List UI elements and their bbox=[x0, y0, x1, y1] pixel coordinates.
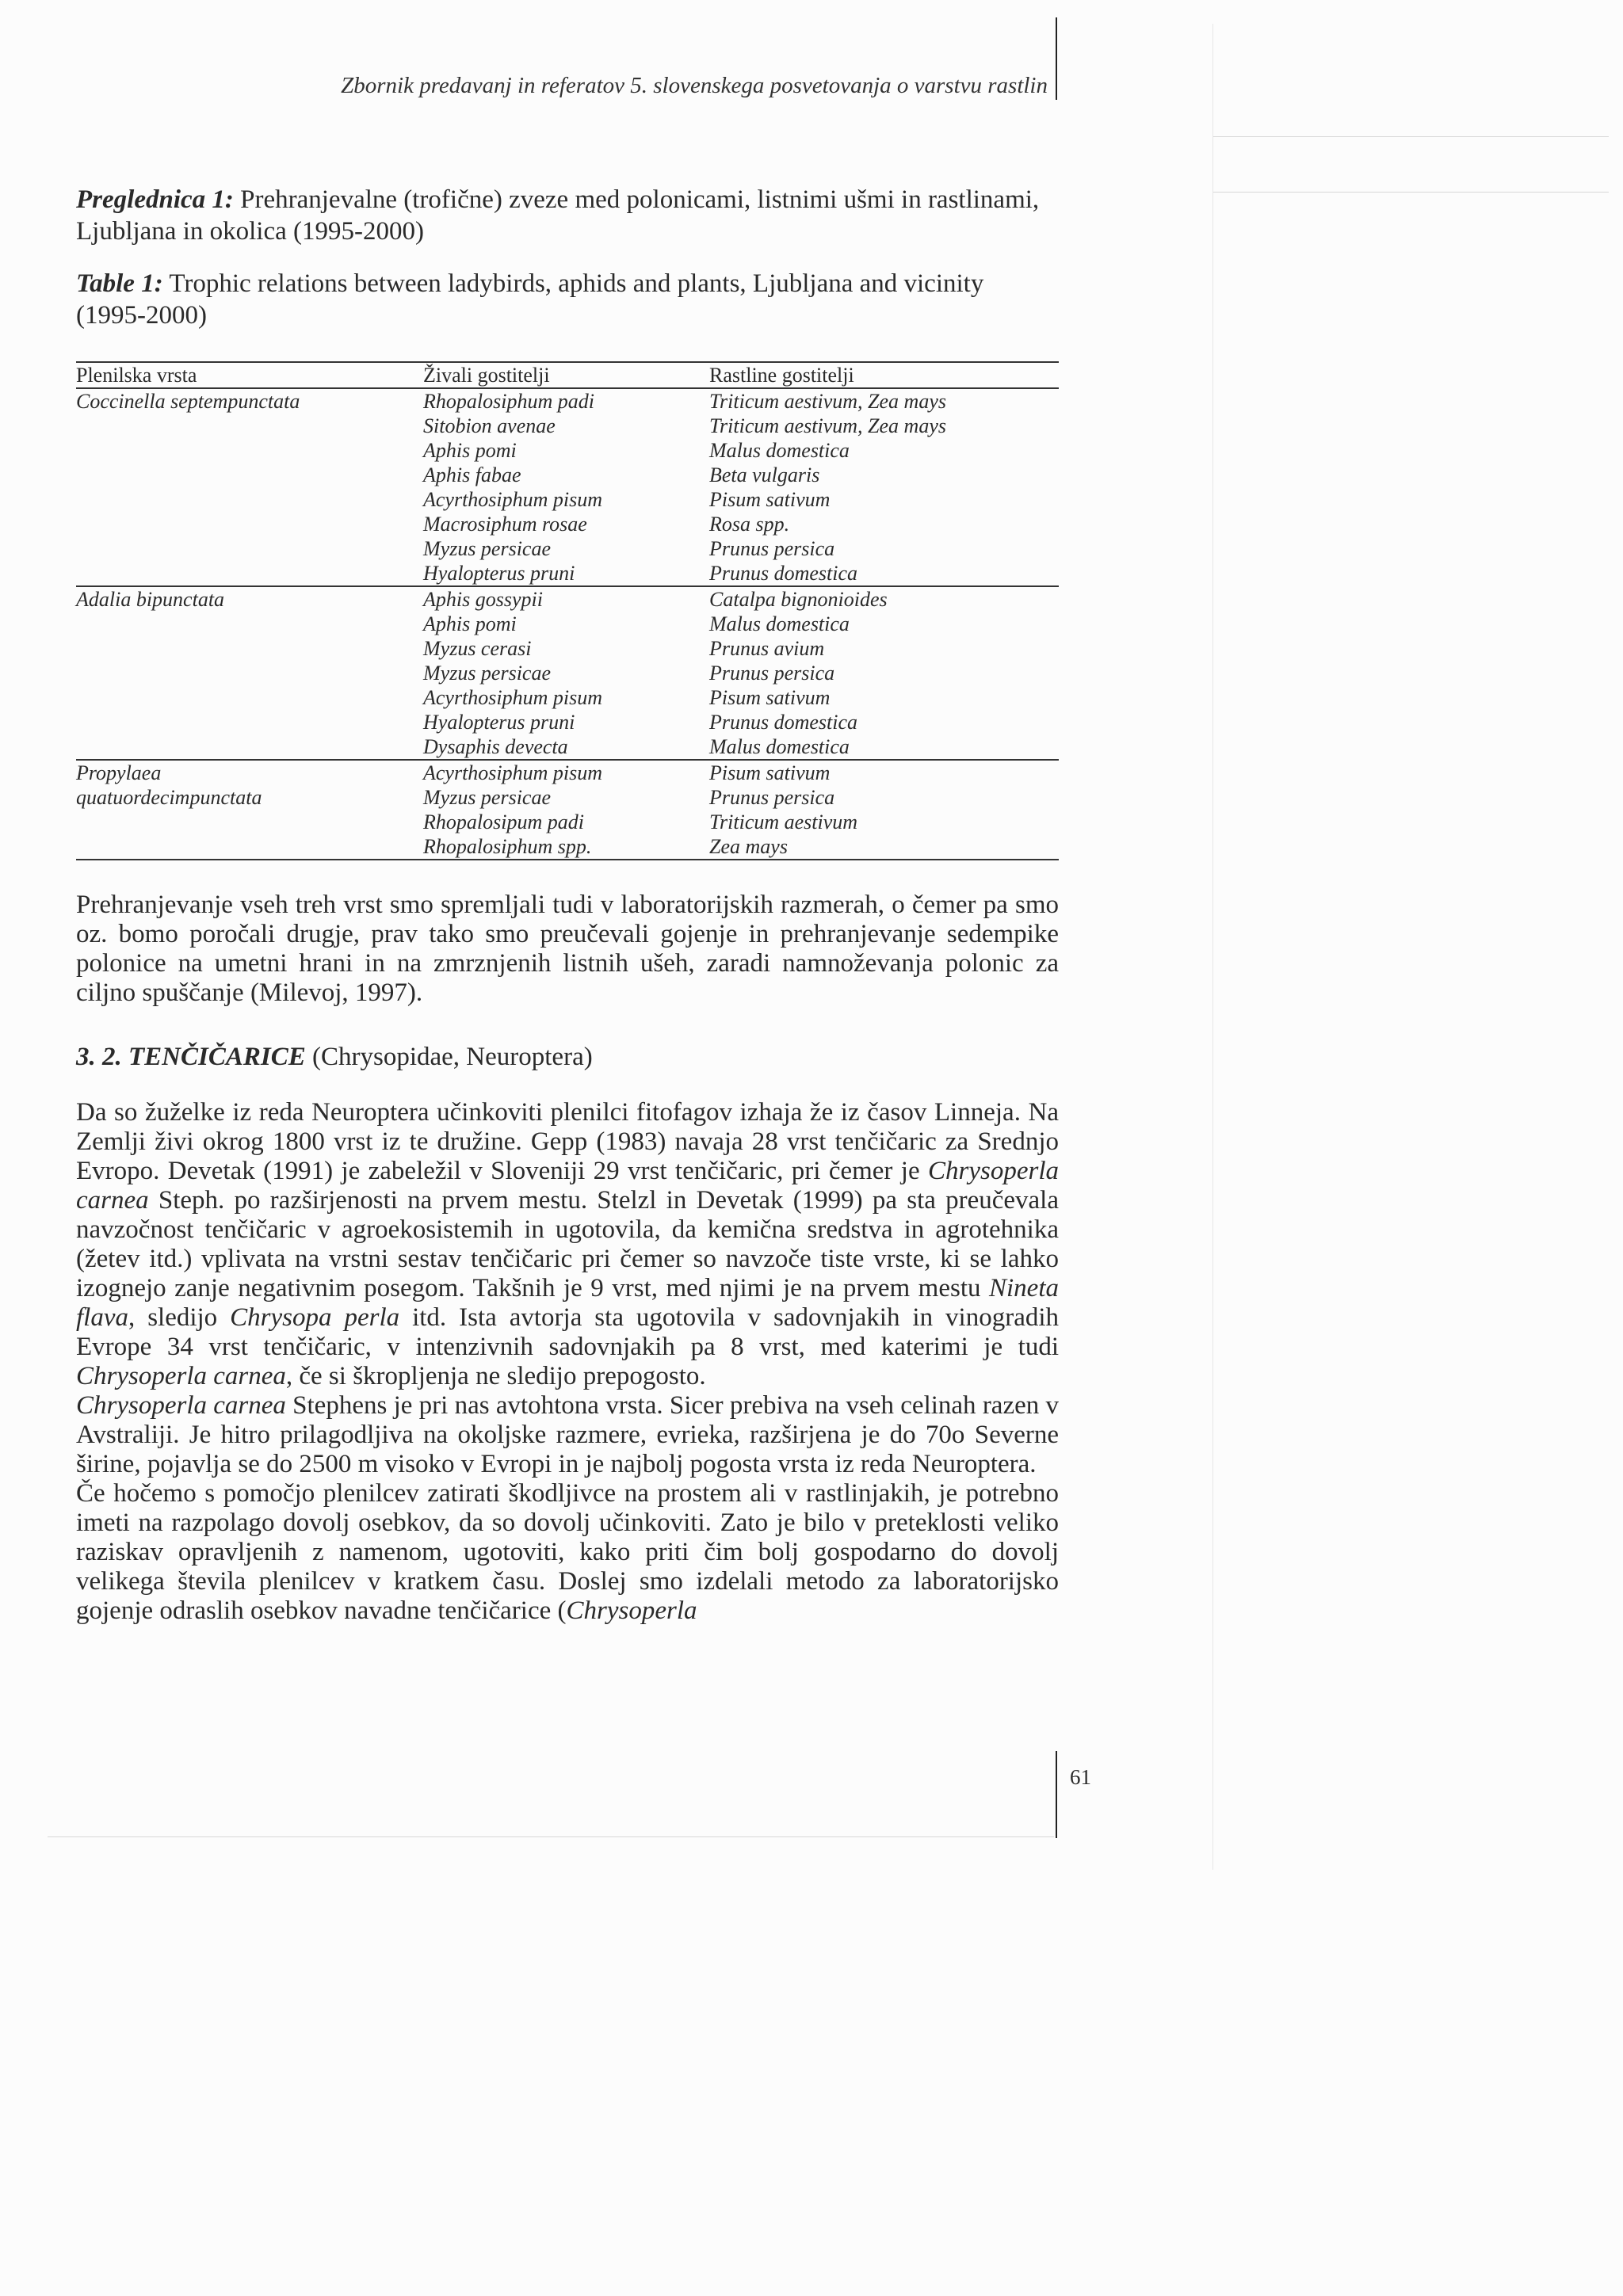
predator-cell: Adalia bipunctata bbox=[76, 586, 423, 612]
plant-cell: Malus domestica bbox=[709, 735, 850, 758]
text-run: Steph. po razširjenosti na prvem mestu. Stelzl in Devetak (1999) pa sta preučevala navzočnost tenčičaric v agroekosistemih in ugotovila, da kemična sredstva in agrotehnika (žetev itd.) vplivata na vrstni sestav tenčičaric pri čemer so navzoče tiste vrste, ki se lahko izognejo zanje negativnim posegom. Takšnih je 9 vrst, med njimi je na prvem mestu bbox=[76, 1186, 1059, 1302]
aphid-cell: Rhopalosipum padi bbox=[423, 810, 584, 833]
plant-cell: Prunus persica bbox=[709, 786, 835, 809]
table-row bbox=[76, 785, 1059, 810]
aphid-cell: Aphis pomi bbox=[423, 612, 517, 635]
aphid-cell: Acyrthosiphum pisum bbox=[423, 686, 603, 709]
aphid-cell: Myzus persicae bbox=[423, 537, 552, 560]
page-number: 61 bbox=[1070, 1765, 1091, 1789]
predator-cell-continued: quatuordecimpunctata bbox=[76, 786, 262, 809]
header-rule bbox=[1056, 17, 1057, 100]
plant-cell: Malus domestica bbox=[709, 612, 850, 635]
aphid-cell: Acyrthosiphum pisum bbox=[423, 760, 709, 785]
plant-cell: Pisum sativum bbox=[709, 488, 831, 511]
plant-cell: Beta vulgaris bbox=[709, 463, 820, 486]
species-name: Chrysoperla carnea bbox=[76, 1391, 286, 1420]
text-run: Stephens je pri nas avtohtona vrsta. Sicer prebiva na vseh celinah razen v Avstraliji. Je hitro prilagodljiva na okoljske razmere, evrieka, razširjena je do 70o Severne širine, pojavlja se do 2500 m visoko v Evropi in je najbolj pogosta vrsta iz reda Neuroptera. bbox=[76, 1391, 1060, 1478]
scan-artifact-line bbox=[48, 1836, 1054, 1837]
caption-text: Prehranjevalne (trofične) zveze med polonicami, listnimi ušmi in rastlinami, Ljubljana in okolica (1995-2000) bbox=[76, 185, 1040, 246]
aphid-cell: Hyalopterus pruni bbox=[423, 562, 575, 585]
table-row bbox=[76, 487, 1059, 512]
table-row bbox=[76, 710, 1059, 734]
table-row bbox=[76, 612, 1059, 636]
section-heading bbox=[76, 1043, 593, 1072]
text-run: , če si škropljenja ne sledijo prepogosto. bbox=[285, 1362, 706, 1390]
table-row bbox=[76, 661, 1059, 685]
aphid-cell: Aphis gossypii bbox=[423, 586, 709, 612]
text-run: Če hočemo s pomočjo plenilcev zatirati škodljivce na prostem ali v rastlinjakih, je potrebno imeti na razpolago dovolj osebkov, da so dovolj učinkoviti. Zato je bilo v preteklosti veliko raziskav opravljenih z namenom, ugotoviti, kako priti čim bolj gospodarno do dovolj velikega števila plenilcev v kratkem času. Doslej smo izdelali metodo za laboratorijsko gojenje odraslih osebkov navadne tenčičarice ( bbox=[76, 1479, 1059, 1625]
plant-cell: Prunus persica bbox=[709, 662, 835, 685]
aphid-cell: Myzus cerasi bbox=[423, 637, 532, 660]
table-row bbox=[76, 512, 1059, 536]
predator-cell: Coccinella septempunctata bbox=[76, 388, 423, 414]
text-run: Da so žuželke iz reda Neuroptera učinkoviti plenilci fitofagov izhaja že iz časov Linneja. Na Zemlji živi okrog 1800 vrst iz te družine. Gepp (1983) navaja 28 vrst tenčičaric za Srednjo Evropo. Devetak (1991) je zabeležil v Sloveniji 29 vrst tenčičaric, pri čemer je bbox=[76, 1098, 1059, 1185]
table-row bbox=[76, 536, 1059, 561]
plant-cell: Triticum aestivum, Zea mays bbox=[709, 414, 946, 437]
species-name: Chrysoperla carnea bbox=[76, 1362, 286, 1390]
section-family: (Chrysopidae, Neuroptera) bbox=[305, 1043, 593, 1071]
scan-artifact-line bbox=[1212, 136, 1609, 137]
species-name: Chrysoperla carnea bbox=[76, 1157, 1059, 1215]
paragraph: Prehranjevanje vseh treh vrst smo spremljali tudi v laboratorijskih razmerah, o čemer pa smo oz. bomo poročali drugje, prav tako smo preučevali gojenje in prehranjevanje sedempike polonice na umetni hrani in na zmrznjenih listnih ušeh, zaradi namnoževanja polonic za ciljno spuščanje (Milevoj, 1997). bbox=[76, 891, 1059, 1007]
table-row bbox=[76, 760, 1059, 785]
caption-text: Trophic relations between ladybirds, aphids and plants, Ljubljana and vicinity (1995-2000) bbox=[76, 269, 984, 330]
caption-label: Table 1: bbox=[76, 269, 163, 298]
aphid-cell: Myzus persicae bbox=[423, 662, 552, 685]
paragraph bbox=[76, 1479, 1059, 1626]
aphid-cell: Dysaphis devecta bbox=[423, 735, 568, 758]
scan-artifact-edge bbox=[1212, 24, 1213, 1870]
plant-cell: Zea mays bbox=[709, 834, 1059, 860]
aphid-cell: Acyrthosiphum pisum bbox=[423, 488, 603, 511]
predator-cell: Propylaea bbox=[76, 760, 423, 785]
plant-cell: Prunus domestica bbox=[709, 562, 858, 585]
plant-cell: Prunus domestica bbox=[709, 711, 858, 734]
plant-cell: Rosa spp. bbox=[709, 513, 790, 536]
aphid-cell: Macrosiphum rosae bbox=[423, 513, 587, 536]
column-header: Živali gostitelji bbox=[423, 362, 709, 388]
table-row bbox=[76, 438, 1059, 463]
caption-slovene bbox=[76, 184, 1059, 247]
caption-english bbox=[76, 268, 1059, 331]
plant-cell: Triticum aestivum, Zea mays bbox=[709, 388, 1059, 414]
footer-rule bbox=[1056, 1751, 1057, 1838]
table-row bbox=[76, 834, 1059, 860]
section-number-title: 3. 2. TENČIČARICE bbox=[76, 1043, 306, 1071]
table-row bbox=[76, 414, 1059, 438]
scan-artifact-line bbox=[1212, 192, 1609, 193]
species-name: Nineta flava bbox=[76, 1274, 1059, 1332]
table-header-row bbox=[76, 362, 1059, 388]
aphid-cell: Sitobion avenae bbox=[423, 414, 556, 437]
plant-cell: Catalpa bignonioides bbox=[709, 586, 1059, 612]
column-header: Plenilska vrsta bbox=[76, 362, 423, 388]
plant-cell: Triticum aestivum bbox=[709, 810, 858, 833]
aphid-cell: Aphis pomi bbox=[423, 439, 517, 462]
plant-cell: Prunus persica bbox=[709, 537, 835, 560]
column-header: Rastline gostitelji bbox=[709, 362, 1059, 388]
table-row bbox=[76, 561, 1059, 586]
aphid-cell: Myzus persicae bbox=[423, 786, 552, 809]
aphid-cell: Hyalopterus pruni bbox=[423, 711, 575, 734]
species-name: Chrysoperla bbox=[566, 1596, 697, 1625]
running-header: Zbornik predavanj in referatov 5. slovenskega posvetovanja o varstvu rastlin bbox=[341, 73, 1048, 98]
table-row bbox=[76, 734, 1059, 760]
paragraph bbox=[76, 1098, 1059, 1391]
plant-cell: Pisum sativum bbox=[709, 760, 1059, 785]
text-run: itd. Ista avtorja sta ugotovila v sadovnjakih in vinogradih Evrope 34 vrst tenčičaric, v intenzivnih sadovnjakih pa 8 vrst, med katerimi je tudi bbox=[76, 1303, 1060, 1361]
table-row bbox=[76, 810, 1059, 834]
plant-cell: Prunus avium bbox=[709, 637, 825, 660]
plant-cell: Malus domestica bbox=[709, 439, 850, 462]
trophic-table bbox=[76, 361, 1059, 860]
species-name: Chrysopa perla bbox=[230, 1303, 400, 1332]
table-row bbox=[76, 636, 1059, 661]
aphid-cell: Rhopalosiphum padi bbox=[423, 388, 709, 414]
plant-cell: Pisum sativum bbox=[709, 686, 831, 709]
table-row bbox=[76, 586, 1059, 612]
paragraph-after-table bbox=[76, 891, 1059, 1008]
text-run: , sledijo bbox=[128, 1303, 231, 1332]
paragraph bbox=[76, 1391, 1059, 1479]
table-row bbox=[76, 463, 1059, 487]
section-body bbox=[76, 1098, 1059, 1626]
table-row bbox=[76, 685, 1059, 710]
aphid-cell: Rhopalosiphum spp. bbox=[423, 834, 709, 860]
caption-label: Preglednica 1: bbox=[76, 185, 234, 214]
aphid-cell: Aphis fabae bbox=[423, 463, 521, 486]
table-row bbox=[76, 388, 1059, 414]
